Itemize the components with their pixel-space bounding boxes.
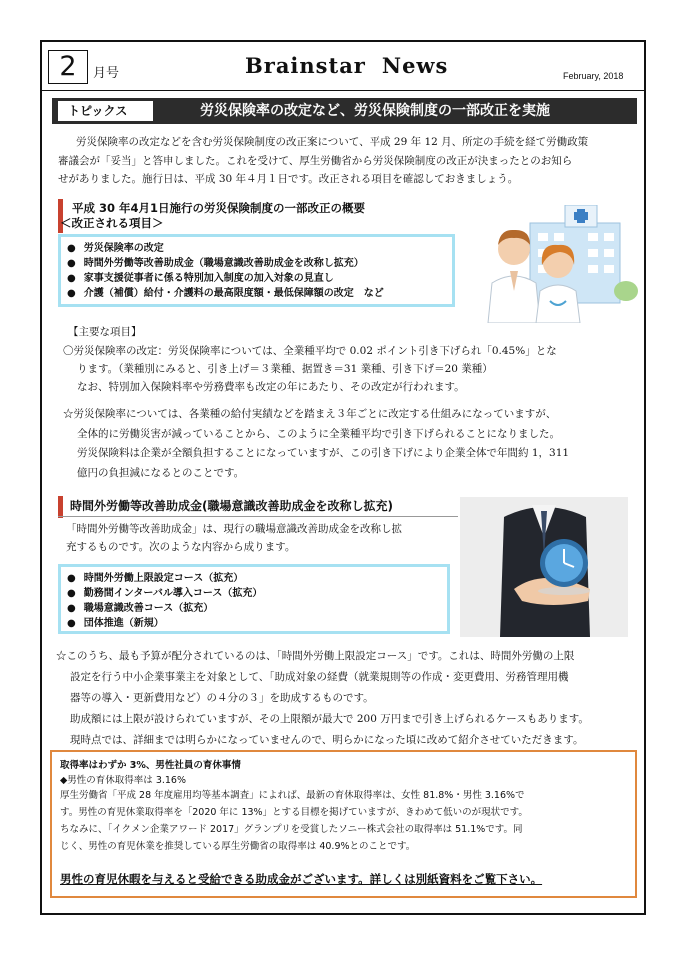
paragraph-line: 助成額には上限が設けられていますが、その上限額が最大で 200 万円まで引き上げられるケースもあります。 [70,713,589,725]
intro-line: せがありました。施行日は、平成 30 年４月１日です。改正される項目を確認しておきましょう。 [58,173,519,185]
list-item: ● 家事支援従事者に係る特別加入制度の加入対象の見直し [67,271,452,286]
list-item: ● 介護（補償）給付・介護料の最高限度額・最低保障額の改定 など [67,286,452,301]
paragraph-line: ☆労災保険率については、各業種の給付実績などを踏まえ３年ごとに改定する仕組みになっていますが、 [63,408,557,420]
paragraph-line: 億円の負担減になるとのことです。 [77,466,245,479]
paragraph-line: 労災保険料は企業が全額負担することになっていますが、この引き下げにより企業全体で年間約 1，311 [77,447,570,459]
list-item: ● 労災保険率の改定 [67,241,452,256]
section2-accent-bar [58,496,63,518]
section2-intro [66,520,461,556]
list-item: ● 勤務間インターバル導入コース（拡充） [67,586,447,601]
paragraph-line: 全体的に労働災害が減っていることから、このように全業種平均で引き下げられることになりました。 [77,427,560,440]
newsletter-title [245,53,448,78]
rate-revision-paragraph [63,342,638,396]
section2-title: 時間外労働等改善助成金(職場意識改善助成金を改称し拡充) [70,499,393,513]
paragraph-line: ります。（業種別にみると、引き上げ＝３業種、据置き＝31 業種、引き下げ＝20 業種） [77,363,493,375]
title-part1: Brainstar [245,53,366,78]
box-line: 厚生労働省「平成 28 年度雇用均等基本調査」によれば、最新の育休取得率は、女性 81.8%・男性 3.16%で [60,790,525,801]
main-items-label: 【主要な項目】 [68,326,142,338]
box-line: ちなみに、「イクメン企業アワード 2017」グランプリを受賞したソニー株式会社の取得率は 51.1%です。同 [60,824,523,835]
box-line: す。男性の育児休業取得率を「2020 年に 13%」とする目標を掲げていますが、きわめて低いのが現状です。 [60,807,528,818]
intro-line: 労災保険率の改定などを含む労災保険制度の改正案について、平成 29 年 12 月、所定の手続を経て労働政策 [76,136,589,148]
header-divider [42,90,644,91]
box-line: じく、男性の育児休業を推奨している厚生労働省の取得率は 40.9%とのことです。 [60,841,416,852]
box-title: 取得率はわずか 3%、男性社員の育休事情 [60,760,241,771]
doctors-hospital-illustration [480,205,640,323]
businessman-clock-photo [460,497,628,637]
section1-item-list [58,234,455,307]
title-part2: News [381,53,449,78]
paragraph-line: なお、特別加入保険料率や労務費率も改定の年にあたり、その改定が行われます。 [77,381,465,393]
paragraph-line: 設定を行う中小企業事業主を対象として、「助成対象の経費（就業規則等の作成・変更費用、労務管理用機 [70,671,569,683]
box-subtitle: ◆男性の育休取得率は 3.16% [60,775,187,786]
topics-label: トピックス [58,101,153,121]
list-item: ● 時間外労働上限設定コース（拡充） [67,571,447,586]
section2-underline [58,516,458,517]
list-item: ● 団体推進（新規） [67,616,447,631]
paragraph-line: ☆このうち、最も予算が配分されているのは、「時間外労働上限設定コース」です。これは、時間外労働の上限 [56,650,575,662]
section1-title: 平成 30 年4月1日施行の労災保険制度の一部改正の概要 [72,201,366,215]
paternity-leave-box [50,750,637,898]
list-item: ● 職場意識改善コース（拡充） [67,601,447,616]
subsidy-notice: 男性の育児休暇を与えると受給できる助成金がございます。詳しくは別紙資料をご覧下さい。 [60,872,543,886]
section2-course-list [58,564,450,634]
rate-note-paragraph [63,405,638,483]
paragraph-line: 〇労災保険率の改定：労災保険率については、全業種平均で 0.02 ポイント引き下げられ「0.45%」とな [63,345,557,357]
paragraph-line: 現時点では、詳細までは明らかになっていませんので、明らかになった頃に改めて紹介させていただきます。 [70,734,584,746]
issue-suffix: 月号 [93,66,120,81]
issue-date: February, 2018 [563,71,624,81]
list-item: ● 時間外労働等改善助成金（職場意識改善助成金を改称し拡充） [67,256,452,271]
section1-subtitle: ＜改正される項目＞ [60,216,164,230]
intro-paragraph [58,133,633,189]
issue-number: 2 [48,50,88,84]
paragraph-line: 充するものです。次のような内容から成ります。 [66,541,296,553]
paragraph-line: 「時間外労働等改善助成金」は、現行の職場意識改善助成金を改称し拡 [66,523,402,535]
section2-notes [56,646,646,751]
topics-headline: 労災保険率の改定など、労災保険制度の一部改正を実施 [200,103,550,119]
intro-line: 審議会が「妥当」と答申しました。これを受けて、厚生労働省から労災保険制度の改正が決まったとのお知ら [58,154,573,167]
paragraph-line: 器等の導入・更新費用など）の４分の３」を助成するものです。 [70,692,374,704]
